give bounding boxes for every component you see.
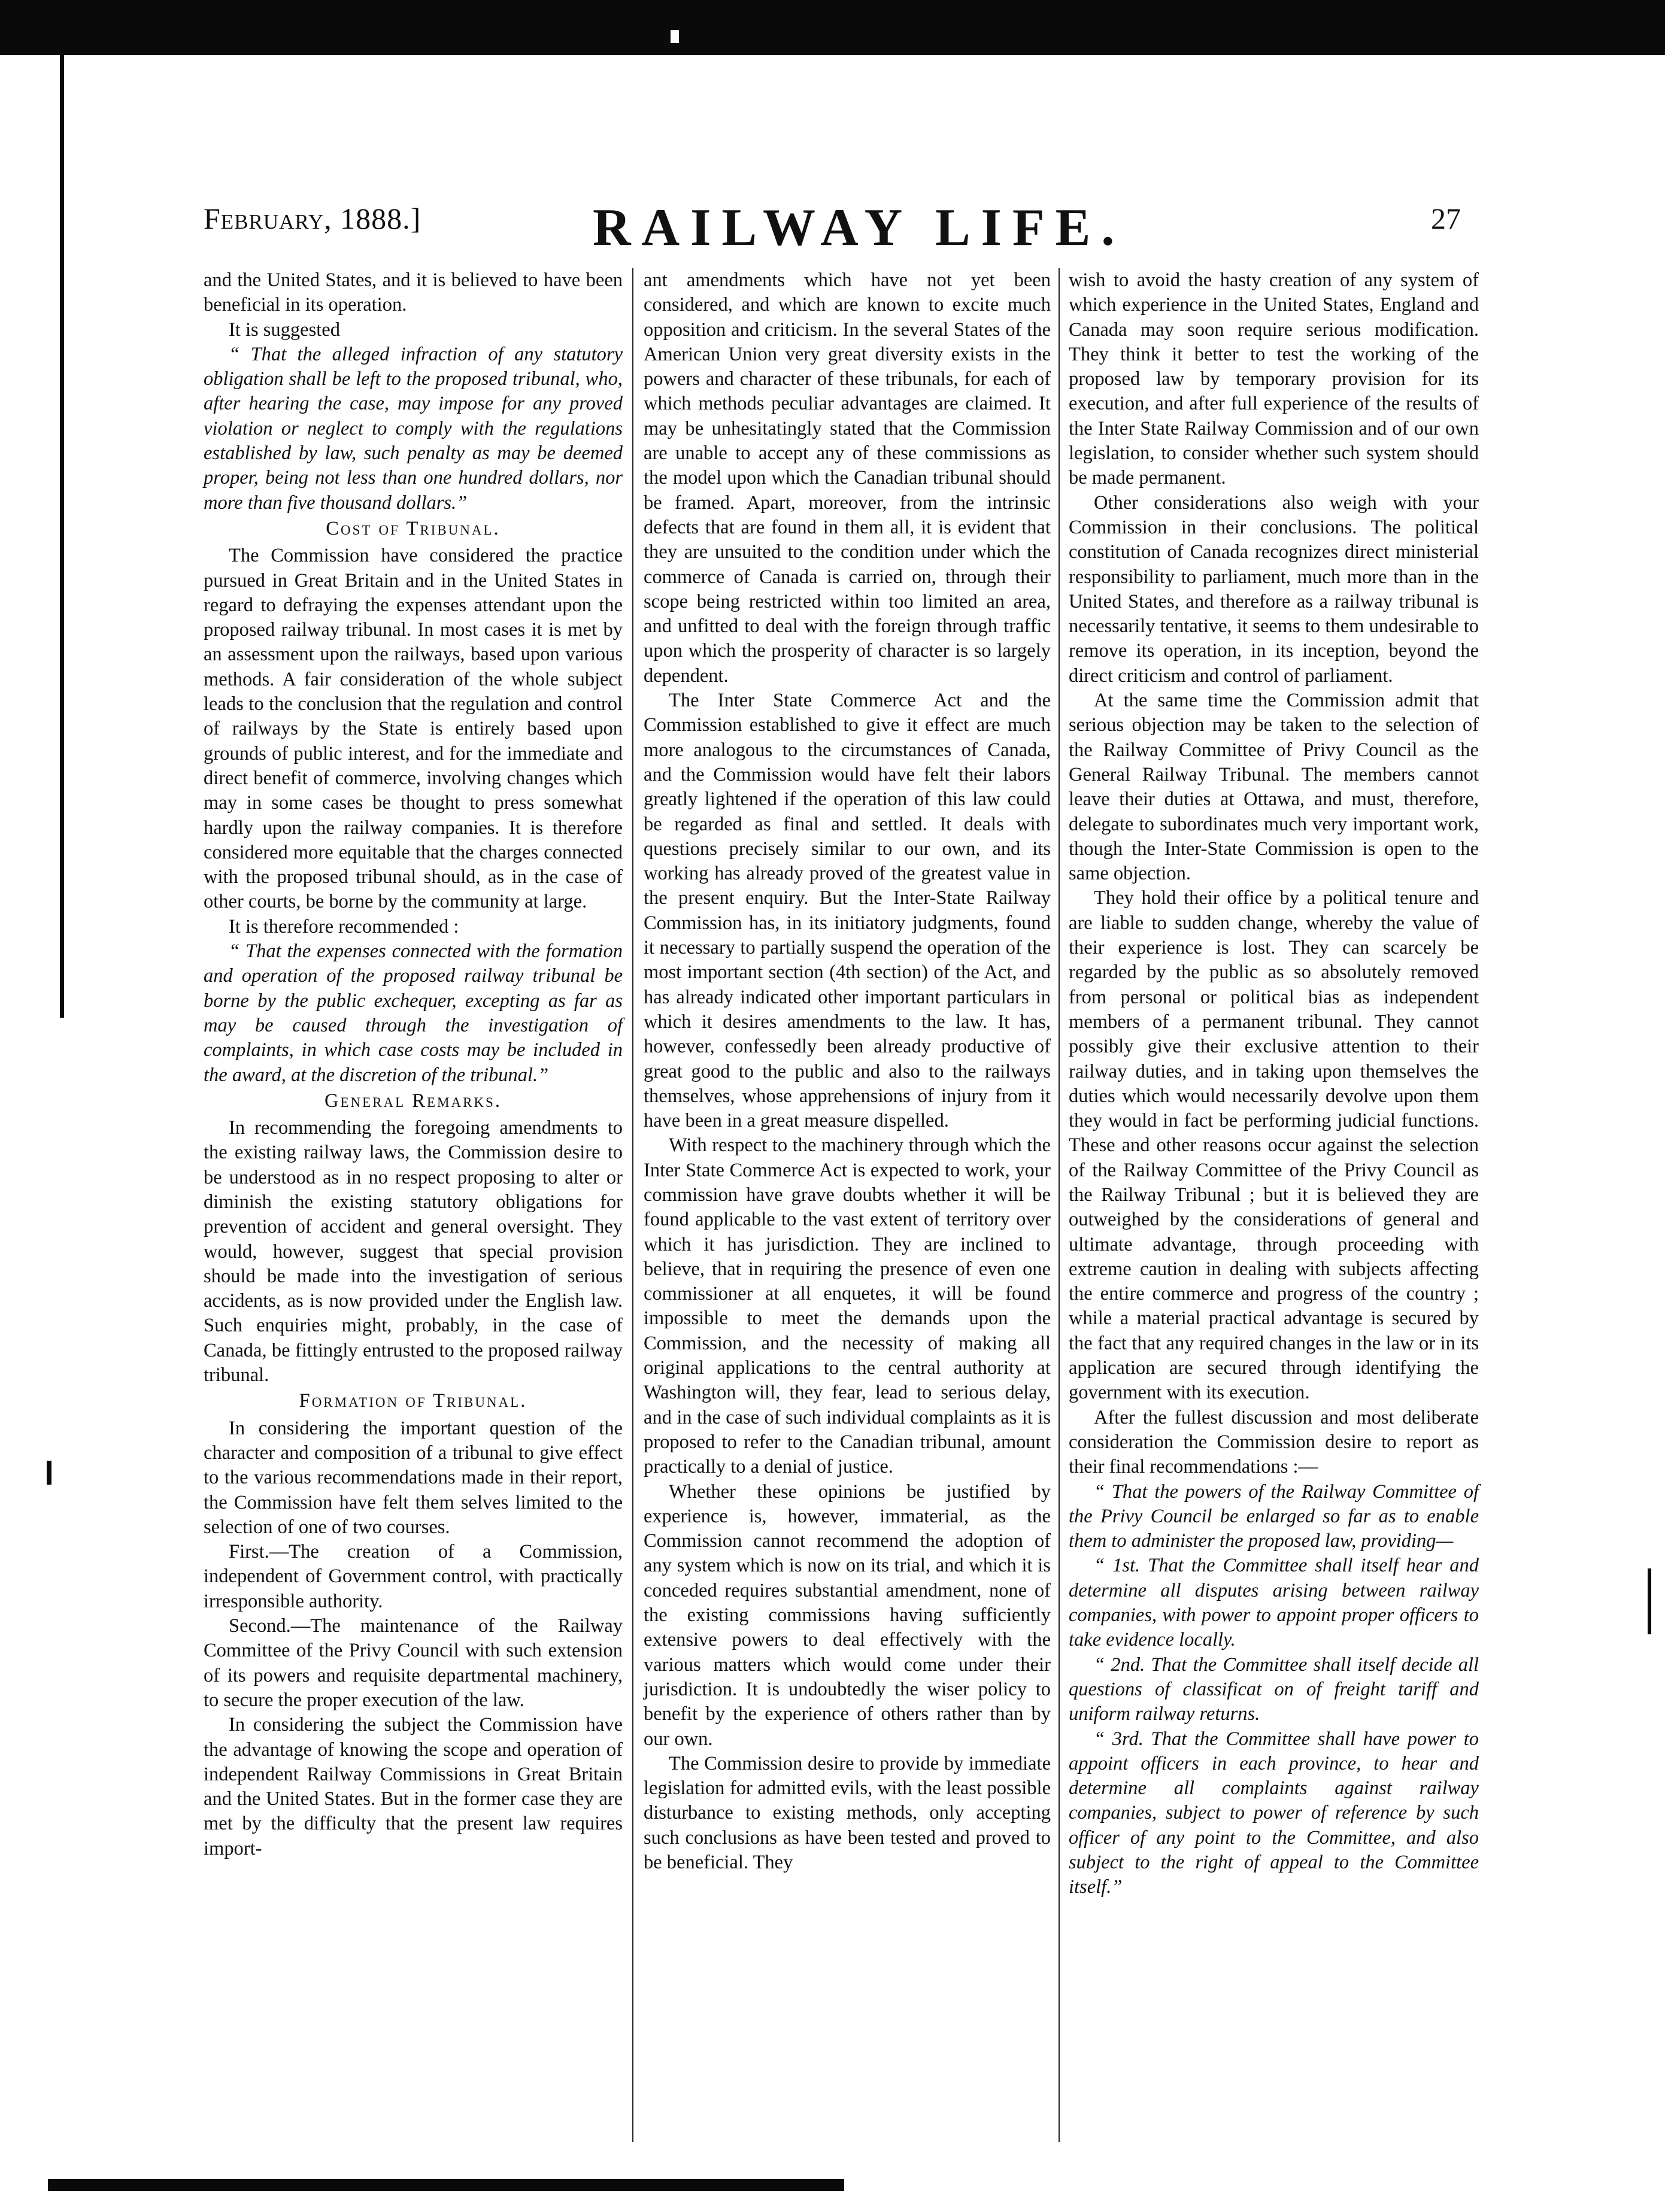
paragraph: The Commission have considered the practice pursued in Great Britain and in the United States in regard to defraying the expenses attendant upon the proposed railway tribunal. In most cases it is met by an assessment upon the railways, based upon various methods. A fair consideration of the whole subject leads to the conclusion that the regulation and control of railways by the State is entirely based upon grounds of public interest, and for the immediate and direct benefit of commerce, involving changes which may in some cases be thought to press somewhat hardly upon the railway companies. It is therefore considered more equitable that the charges connected with the proposed tribunal should, as in the case of other courts, be borne by the community at large. [204, 545, 623, 913]
paragraph: It is therefore recommended : [229, 915, 459, 937]
paragraph: After the fullest discussion and most deliberate consideration the Commission desire to report as their final recommendations :— [1069, 1406, 1479, 1478]
paragraph: The Inter State Commerce Act and the Commission established to give it effect are much more analogous to the circumstances of Canada, and the Commission would have felt their labors greatly lightened if the operation of this law could be regarded as final and settled. It deals with questions precisely similar to our own, and its working has already proved of the greatest value in the present enquiry. But the Inter-State Railway Commission has, in its initiatory judgments, found it necessary to partially suspend the operation of the most important section (4th section) of the Act, and has already indicated other important particulars in which it desires amendments to the law. It has, however, confessedly been already productive of great good to the public and also to the railways themselves, whose apprehensions of injury from it have been in a great measure dispelled. [644, 690, 1051, 1132]
paragraph: Whether these opinions be justified by experience is, however, immaterial, as the Commission cannot recommend the adoption of any system which is now on its trial, and which it is conceded requires substantial amendment, none of the existing commissions having sufficiently extensive powers to deal effectively with the various matters which would come under their jurisdiction. It is undoubtedly the wiser policy to benefit by the experience of others rather than by our own. [644, 1480, 1051, 1750]
text-column-3 [1069, 268, 1479, 1900]
paragraph: In considering the subject the Commission have the advantage of knowing the scope and operation of independent Railway Commissions in Great Britain and the United States. But in the former case they are met by the difficulty that the present law requires import- [204, 1714, 623, 1859]
quoted-recommendation: “ That the expenses connected with the formation and operation of the proposed railway tribunal be borne by the public exchequer, excepting as far as may be caused through the investigation of complaints, in which case costs may be included in the award, at the discretion of the tribunal.” [204, 940, 623, 1086]
text-column-2 [644, 268, 1051, 1875]
section-heading: Cost of Tribunal. [326, 517, 501, 539]
paragraph: First.—The creation of a Commission, independent of Government control, with practically irresponsible authority. [204, 1541, 623, 1612]
text-column-1 [204, 268, 623, 1861]
continued-paragraph: and the United States, and it is believed to have been beneficial in its operation. [204, 269, 623, 316]
top-border-notch [671, 30, 679, 43]
left-margin-mark [47, 1461, 51, 1485]
continued-paragraph: wish to avoid the hasty creation of any system of which experience in the United States, England and Canada may soon require serious modification. They think it better to test the working of the proposed law by temporary provision for its execution, and after full experience of the results of the Inter State Railway Commission and of our own legislation, to consider whether such system should be made permanent. [1069, 269, 1479, 489]
issue-date: February, 1888.] [204, 202, 421, 235]
paragraph: They hold their office by a political tenure and are liable to sudden change, whereby the value of their experience is lost. They can scarcely be regarded by the public as so absolutely removed from personal or political bias as independent members of a permanent tribunal. They cannot possibly give their exclusive attention to their railway duties, and in taking upon themselves the duties which would necessarily devolve upon them they would in fact be performing judicial functions. These and other reasons occur against the selection of the Railway Committee of the Privy Council as the Railway Tribunal ; but it is believed they are outweighed by the considerations of general and ultimate advantage, through proceeding with extreme caution in dealing with subjects affecting the entire commerce and progress of the country ; while a material practical advantage is secured by the fact that any required changes in the law or in its application are secured through identifying the government with its execution. [1069, 887, 1479, 1404]
bottom-border-bar [48, 2179, 844, 2191]
column-rule-2 [1059, 268, 1060, 2142]
top-border-bar [0, 0, 1665, 55]
page-number: 27 [1431, 202, 1461, 235]
paragraph: Other considerations also weigh with your Commission in their conclusions. The political constitution of Canada recognizes direct ministerial responsibility to parliament, much more than in the United States, and therefore as a railway tribunal is necessarily tentative, it seems to them undesirable to remove its operation, in its inception, beyond the direct criticism and control of parliament. [1069, 491, 1479, 687]
paragraph: The Commission desire to provide by immediate legislation for admitted evils, with the least possible disturbance to existing methods, only accepting such conclusions as have been tested and proved to be beneficial. They [644, 1752, 1051, 1873]
paragraph: Second.—The maintenance of the Railway Committee of the Privy Council with such extension of its powers and requisite departmental machinery, to secure the proper execution of the law. [204, 1615, 623, 1711]
paragraph: It is suggested [229, 318, 340, 341]
quoted-recommendation: “ 2nd. That the Committee shall itself decide all questions of classificat on of freight tariff and uniform railway returns. [1069, 1653, 1479, 1725]
quoted-recommendation: “ 3rd. That the Committee shall have power to appoint officers in each province, to hear and determine all complaints against railway companies, subject to power of reference by such officer of any point to the Committee, and also subject to the right of appeal to the Committee itself.” [1069, 1728, 1479, 1898]
quoted-recommendation: “ That the powers of the Railway Committee of the Privy Council be enlarged so far as to enable them to administer the proposed law, providing— [1069, 1480, 1479, 1552]
left-border-rule [60, 42, 64, 1018]
page-header [204, 198, 1461, 257]
continued-paragraph: ant amendments which have not yet been considered, and which are known to excite much opposition and criticism. In the several States of the American Union very great diversity exists in the powers and character of these tribunals, for each of which methods peculiar advantages are claimed. It may be unhesitatingly stated that the Commission are unable to accept any of these commissions as the model upon which the Canadian tribunal should be framed. Apart, moreover, from the intrinsic defects that are found in them all, it is evident that they are unsuited to the condition under which the commerce of Canada is carried on, through their scope being restricted within too limited an area, and unfitted to deal with the foreign through traffic upon which the prosperity of character is so largely dependent. [644, 269, 1051, 687]
paragraph: In recommending the foregoing amendments to the existing railway laws, the Commission desire to be understood as in no respect proposing to alter or diminish the existing statutory obligations for prevention of accident and general oversight. They would, however, suggest that special provision should be made into the investigation of serious accidents, as is now provided under the English law. Such enquiries might, probably, in the case of Canada, be fittingly entrusted to the proposed railway tribunal. [204, 1117, 623, 1386]
publication-title: RAILWAY LIFE. [593, 199, 1126, 257]
right-margin-mark [1648, 1568, 1651, 1634]
left-border-tick [35, 42, 71, 46]
paragraph: With respect to the machinery through which the Inter State Commerce Act is expected to work, your commission have grave doubts whether it will be found applicable to the vast extent of territory over which it has jurisdiction. They are inclined to believe, that in requiring the presence of even one commissioner at all enquetes, it will be found impossible to meet the demands upon the Commission, and the necessity of making all original applications to the central authority at Washington will, they fear, lead to serious delay, and in the case of such individual complaints as it is proposed to refer to the Canadian tribunal, amount practically to a denial of justice. [644, 1134, 1051, 1478]
paragraph: At the same time the Commission admit that serious objection may be taken to the selection of the Railway Committee of Privy Council as the General Railway Tribunal. The members cannot leave their duties at Ottawa, and must, therefore, delegate to subordinates much very important work, though the Inter-State Commission is open to the same objection. [1069, 690, 1479, 885]
section-heading: Formation of Tribunal. [299, 1390, 527, 1412]
column-rule-1 [632, 268, 633, 2142]
quoted-recommendation: “ That the alleged infraction of any statutory obligation shall be left to the proposed tribunal, who, after hearing the case, may impose for any proved violation or neglect to comply with the regulations established by law, such penalty as may be deemed proper, being not less than one hundred dollars, nor more than five thousand dollars.” [204, 343, 623, 514]
section-heading: General Remarks. [324, 1090, 502, 1112]
paragraph: In considering the important question of the character and composition of a tribunal to give effect to the various recommendations made in their report, the Commission have felt them selves limited to the selection of one of two courses. [204, 1417, 623, 1538]
quoted-recommendation: “ 1st. That the Committee shall itself hear and determine all disputes arising between railway companies, with power to appoint proper officers to take evidence locally. [1069, 1555, 1479, 1651]
